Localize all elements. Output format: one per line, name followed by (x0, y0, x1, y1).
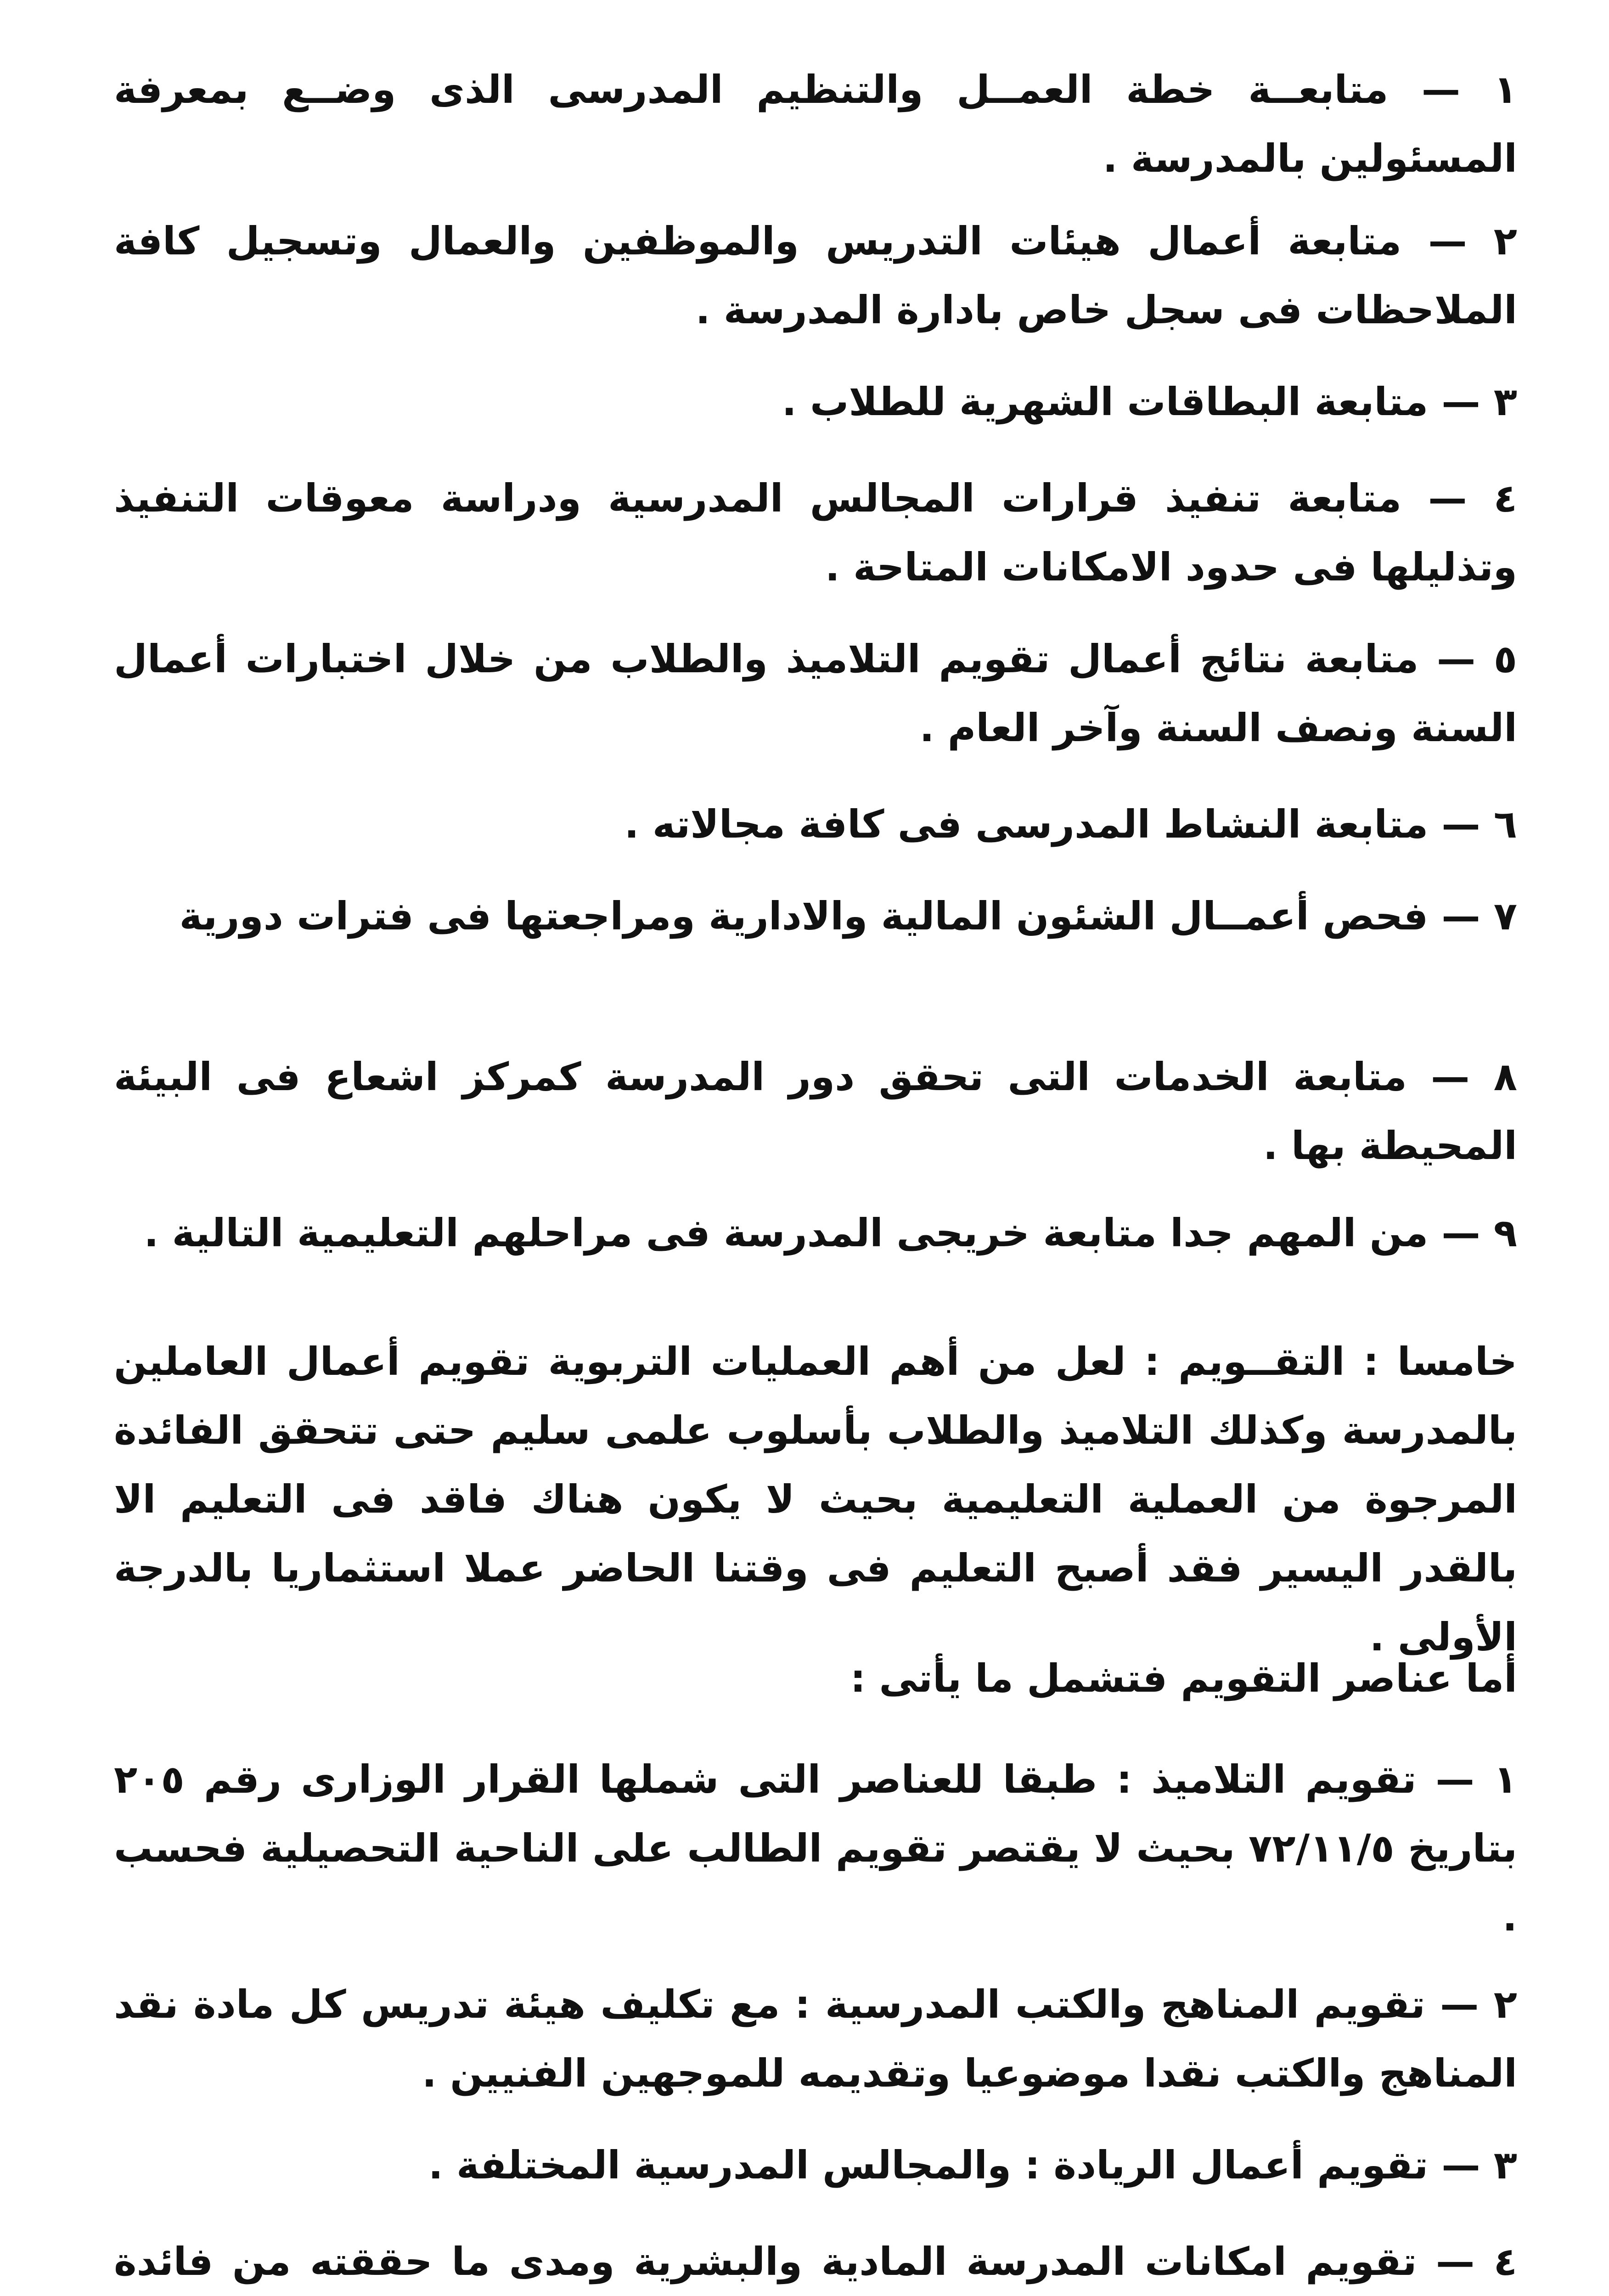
item-text: متابعة البطاقات الشهرية للطلاب . (782, 379, 1429, 424)
item-heading: تقويم امكانات المدرسة (966, 2239, 1417, 2284)
list-item (114, 2227, 1517, 2296)
item-number: ١ — (1422, 67, 1518, 112)
item-text: مع تكليف هيئة تدريس كل مادة نقد المناهج والكتب نقدا موضوعيا وتقديمه للموجهين الفنيين . (114, 1982, 1517, 2096)
list-item (114, 367, 1517, 436)
list-item (114, 882, 1517, 951)
item-text: من المهم جدا متابعة خريجى المدرسة فى مراحلهم التعليمية التالية . (144, 1210, 1429, 1255)
item-text: طبقا للعناصر التى شملها القرار الوزارى رقم ٢٠٥ بتاريخ ٧٢/١١/٥ بحيث لا يقتصر تقويم الطالب على الناحية التحصيلية فحسب . (114, 1757, 1517, 1940)
list-item (114, 1745, 1517, 1952)
item-number: ٥ — (1437, 636, 1517, 681)
item-text: متابعة النشاط المدرسى فى كافة مجالاته . (624, 802, 1429, 847)
item-heading: تقويم التلاميذ : (1116, 1757, 1417, 1802)
item-heading: تقويم أعمال الريادة : (1024, 2143, 1429, 2188)
list-item (114, 790, 1517, 859)
elements-intro (114, 1644, 1517, 1713)
list-item (114, 55, 1517, 193)
item-number: ٣ — (1441, 379, 1517, 424)
list-item (114, 1042, 1517, 1180)
list-item (114, 1199, 1517, 1267)
item-number: ٩ — (1441, 1210, 1517, 1255)
item-number: ٤ — (1428, 476, 1517, 521)
item-text: متابعة تنفيذ قرارات المجالس المدرسية ودراسة معوقات التنفيذ وتذليلها فى حدود الامكانات المتاحة . (114, 476, 1517, 590)
section-text: لعل من أهم العمليات التربوية تقويم أعمال العاملين بالمدرسة وكذلك التلاميذ والطلاب بأسلوب علمى سليم حتى تتحقق الفائدة المرجوة من العملية التعليمية بحيث لا يكون هناك فاقد فى التعليم الا بالقدر اليسير فقد أصبح التعليم فى وقتنا الحاضر عملا استثماريا بالدرجة الأولى . (114, 1339, 1517, 1660)
section-heading: خامسا : التقــويم : (1144, 1339, 1517, 1384)
list-item (114, 2131, 1517, 2200)
item-number: ٣ — (1441, 2143, 1517, 2188)
item-number: ٤ — (1436, 2239, 1518, 2284)
item-text: متابعة الخدمات التى تحقق دور المدرسة كمركز اشعاع فى البيئة المحيطة بها . (114, 1054, 1517, 1168)
intro-text: أما عناصر التقويم فتشمل ما يأتى : (850, 1656, 1517, 1701)
item-text: متابعــة خطة العمــل والتنظيم المدرسى الذى وضــع بمعرفة المسئولين بالمدرسة . (114, 67, 1517, 181)
item-number: ٢ — (1440, 1982, 1518, 2027)
item-text: متابعة أعمال هيئات التدريس والموظفين والعمال وتسجيل كافة الملاحظات فى سجل خاص بادارة المدرسة . (114, 219, 1517, 332)
list-item (114, 207, 1517, 344)
item-text: والمجالس المدرسية المختلفة . (428, 2143, 1012, 2188)
item-text: متابعة نتائج أعمال تقويم التلاميذ والطلاب من خلال اختبارات أعمال السنة ونصف السنة وآخر العام . (114, 636, 1517, 750)
item-number: ٨ — (1431, 1054, 1517, 1099)
item-heading: تقويم المناهج والكتب المدرسية : (794, 1982, 1425, 2027)
item-number: ٦ — (1441, 802, 1517, 847)
item-number: ٢ — (1428, 219, 1518, 264)
item-text: فحص أعمــال الشئون المالية والادارية ومراجعتها فى فترات دورية (179, 894, 1429, 939)
list-item (114, 464, 1517, 602)
section-paragraph (114, 1327, 1517, 1671)
list-item (114, 625, 1517, 762)
item-number: ١ — (1435, 1757, 1518, 1802)
item-text: المادية والبشرية ومدى ما حققته من فائدة (114, 2239, 947, 2284)
list-item (114, 1970, 1517, 2108)
item-number: ٧ — (1441, 894, 1517, 939)
